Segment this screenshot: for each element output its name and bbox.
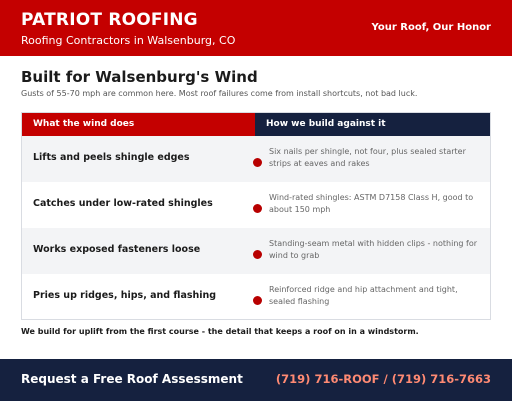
- table-header: [22, 113, 490, 136]
- bullet-dot-icon: [253, 250, 262, 259]
- table-row: [22, 274, 490, 320]
- site-header: [0, 0, 512, 56]
- tagline: Your Roof, Our Honor: [371, 22, 491, 33]
- wind-comparison-table: [21, 112, 491, 320]
- bullet-dot-icon: [253, 158, 262, 167]
- footnote: We build for uplift from the first course - the detail that keeps a roof on in a windstorm.: [21, 327, 419, 336]
- table-row: [22, 228, 490, 274]
- brand-name[interactable]: PATRIOT ROOFING: [21, 10, 198, 30]
- row-solution: Wind-rated shingles: ASTM D7158 Class H, good to about 150 mph: [269, 193, 474, 214]
- row-solution: Six nails per shingle, not four, plus sealed starter strips at eaves and rakes: [269, 147, 466, 168]
- brand-subtitle: Roofing Contractors in Walsenburg, CO: [21, 34, 236, 47]
- table-row: [22, 136, 490, 182]
- row-problem: Works exposed fasteners loose: [33, 244, 201, 255]
- bullet-dot-icon: [253, 296, 262, 305]
- cta-bar: [0, 359, 512, 401]
- page-subtitle: Gusts of 55-70 mph are common here. Most roof failures come from install shortcuts, not bad luck.: [21, 89, 418, 98]
- table-row: [22, 182, 490, 228]
- row-problem: Pries up ridges, hips, and flashing: [33, 290, 217, 301]
- row-problem: Catches under low-rated shingles: [33, 198, 213, 209]
- column-header-problem: What the wind does: [22, 113, 255, 136]
- row-solution: Reinforced ridge and hip attachment and tight, sealed flashing: [269, 285, 458, 306]
- row-solution: Standing-seam metal with hidden clips - nothing for wind to grab: [269, 239, 478, 260]
- column-header-solution: How we build against it: [255, 113, 490, 136]
- bullet-dot-icon: [253, 204, 262, 213]
- row-problem: Lifts and peels shingle edges: [33, 152, 190, 163]
- request-assessment-link[interactable]: Request a Free Roof Assessment: [21, 372, 243, 386]
- page-title: Built for Walsenburg's Wind: [21, 68, 258, 86]
- phone-numbers[interactable]: (719) 716-ROOF / (719) 716-7663: [275, 372, 491, 386]
